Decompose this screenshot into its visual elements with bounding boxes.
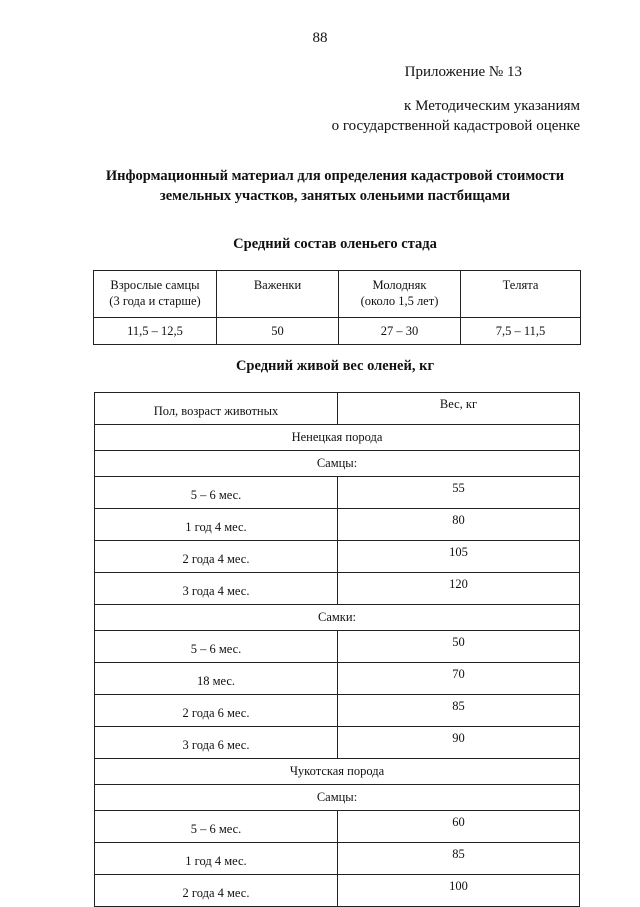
guidelines-line-2: о государственной кадастровой оценке bbox=[331, 118, 580, 134]
table-row bbox=[95, 695, 580, 727]
age-cell: 5 – 6 мес. bbox=[95, 477, 338, 509]
sex-label: Самцы: bbox=[95, 785, 580, 811]
table-row bbox=[95, 477, 580, 509]
sex-row bbox=[95, 605, 580, 631]
table-row bbox=[95, 631, 580, 663]
table-row bbox=[95, 663, 580, 695]
breed-name: Чукотская порода bbox=[95, 759, 580, 785]
table-row bbox=[95, 843, 580, 875]
weight-cell: 120 bbox=[338, 573, 580, 605]
appendix-label: Приложение № 13 bbox=[404, 64, 522, 80]
header-age: Пол, возраст животных bbox=[95, 393, 338, 425]
table-row bbox=[95, 727, 580, 759]
weight-cell: 100 bbox=[338, 875, 580, 907]
value-does: 50 bbox=[217, 318, 339, 345]
page-number: 88 bbox=[312, 30, 328, 46]
weight-cell: 60 bbox=[338, 811, 580, 843]
weight-table-header-row bbox=[95, 393, 580, 425]
value-young: 27 – 30 bbox=[339, 318, 461, 345]
document-title-line-2: земельных участков, занятых оленьими пастбищами bbox=[159, 188, 511, 204]
guidelines-reference bbox=[332, 96, 580, 136]
sex-label: Самки: bbox=[95, 605, 580, 631]
weight-table-title: Средний живой вес оленей, кг bbox=[235, 358, 435, 374]
weight-cell: 85 bbox=[338, 843, 580, 875]
document-title-line-1: Информационный материал для определения кадастровой стоимости bbox=[105, 168, 565, 184]
age-cell: 2 года 4 мес. bbox=[95, 541, 338, 573]
weight-cell: 50 bbox=[338, 631, 580, 663]
document-title bbox=[40, 166, 630, 206]
sex-row bbox=[95, 451, 580, 477]
herd-table-value-row bbox=[94, 318, 581, 345]
weight-cell: 105 bbox=[338, 541, 580, 573]
guidelines-line-1: к Методическим указаниям bbox=[404, 98, 580, 114]
table-row bbox=[95, 811, 580, 843]
age-cell: 3 года 6 мес. bbox=[95, 727, 338, 759]
table-row bbox=[95, 875, 580, 907]
age-cell: 18 мес. bbox=[95, 663, 338, 695]
weight-cell: 70 bbox=[338, 663, 580, 695]
breed-row bbox=[95, 759, 580, 785]
age-cell: 2 года 6 мес. bbox=[95, 695, 338, 727]
age-cell: 2 года 4 мес. bbox=[95, 875, 338, 907]
value-adult-males: 11,5 – 12,5 bbox=[94, 318, 217, 345]
age-cell: 5 – 6 мес. bbox=[95, 811, 338, 843]
weight-cell: 90 bbox=[338, 727, 580, 759]
header-young: Молодняк (около 1,5 лет) bbox=[339, 271, 461, 318]
table-row bbox=[95, 573, 580, 605]
herd-composition-table bbox=[93, 270, 581, 345]
header-weight: Вес, кг bbox=[338, 393, 580, 425]
age-cell: 3 года 4 мес. bbox=[95, 573, 338, 605]
table-row bbox=[95, 541, 580, 573]
live-weight-table bbox=[94, 392, 580, 907]
sex-row bbox=[95, 785, 580, 811]
herd-table-header-row bbox=[94, 271, 581, 318]
weight-cell: 55 bbox=[338, 477, 580, 509]
value-calves: 7,5 – 11,5 bbox=[461, 318, 581, 345]
breed-row bbox=[95, 425, 580, 451]
breed-name: Ненецкая порода bbox=[95, 425, 580, 451]
weight-cell: 85 bbox=[338, 695, 580, 727]
weight-cell: 80 bbox=[338, 509, 580, 541]
header-adult-males: Взрослые самцы (3 года и старше) bbox=[94, 271, 217, 318]
header-calves: Телята bbox=[461, 271, 581, 318]
age-cell: 1 год 4 мес. bbox=[95, 843, 338, 875]
header-does: Важенки bbox=[217, 271, 339, 318]
age-cell: 5 – 6 мес. bbox=[95, 631, 338, 663]
herd-table-title: Средний состав оленьего стада bbox=[233, 236, 437, 252]
age-cell: 1 год 4 мес. bbox=[95, 509, 338, 541]
sex-label: Самцы: bbox=[95, 451, 580, 477]
table-row bbox=[95, 509, 580, 541]
